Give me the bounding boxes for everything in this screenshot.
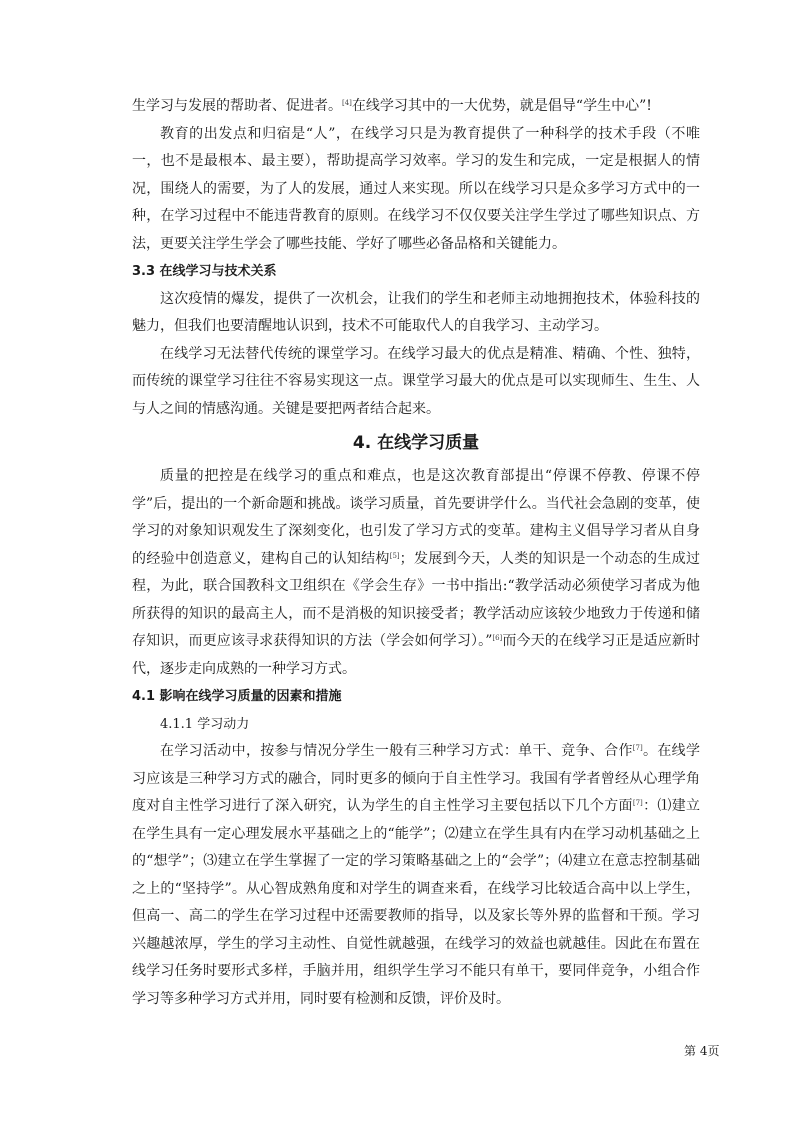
paragraph-4: 在线学习无法替代传统的课堂学习。在线学习最大的优点是精准、精确、个性、独特，而传统的课堂学习往往不容易实现这一点。课堂学习最大的优点是可以实现师生、生生、人与人之间的情感沟通。关键是要把两者结合起来。 [132, 345, 700, 417]
paragraph-5: 质量的把控是在线学习的重点和难点，也是这次教育部提出“停课不停教、停课不停学”后，提出的一个新命题和挑战。谈学习质量，首先要讲学什么。当代社会急剧的变革，使学习的对象知识观发生了深刻变化，也引发了学习方式的变革。建构主义倡导学习者从自身的经验中创造意义，建构自己的认知结构[5]；发展到今天，人类的知识是一个动态的生成过程，为此，联合国教科文卫组织在《学会生存》一书中指出:“教学活动必须使学习者成为他所获得的知识的最高主人，而不是消极的知识接受者；教学活动应该较少地致力于传递和储存知识，而更应该寻求获得知识的方法（学会如何学习）。”[6]而今天的在线学习正是适应新时代，逐步走向成熟的一种学习方式。 [132, 468, 701, 677]
citation-4: [4] [342, 99, 352, 107]
paragraph-1: 生学习与发展的帮助者、促进者。[4]在线学习其中的一大优势，就是倡导“学生中心”! [132, 98, 652, 114]
page-number: 第 4页 [684, 1044, 720, 1058]
document-body [132, 93, 700, 1013]
section-heading-3-3: 3.3 在线学习与技术关系 [132, 264, 277, 279]
paragraph-2: 教育的出发点和归宿是“人”，在线学习只是为教育提供了一种科学的技术手段（不唯一，也不是最根本、最主要），帮助提高学习效率。学习的发生和完成，一定是根据人的情况，围绕人的需要，为了人的发展，通过人来实现。所以在线学习只是众多学习方式中的一种，在学习过程中不能违背教育的原则。在线学习不仅仅要关注学生学过了哪些知识点、方法，更要关注学生学会了哪些技能、学好了哪些必备品格和关键能力。 [132, 125, 700, 252]
chapter-heading-4: 4. 在线学习质量 [352, 433, 480, 453]
paragraph-3: 这次疫情的爆发，提供了一次机会，让我们的学生和老师主动地拥抱技术，体验科技的魅力，但我们也要清醒地认识到，技术不可能取代人的自我学习、主动学习。 [132, 290, 700, 334]
citation-6: [6] [492, 634, 503, 642]
section-heading-4-1: 4.1 影响在线学习质量的因素和措施 [132, 689, 342, 704]
citation-7a: [7] [632, 744, 643, 752]
citation-5: [5] [389, 551, 400, 560]
subsection-heading-4-1-1: 4.1.1 学习动力 [160, 716, 250, 732]
paragraph-6: 在学习活动中，按参与情况分学生一般有三种学习方式：单干、竞争、合作[7]。在线学习应该是三种学习方式的融合，同时更多的倾向于自主性学习。我国有学者曾经从心理学角度对自主性学习进行了深入研究，认为学生的自主性学习主要包括以下几个方面[7]：⑴建立在学生具有一定心理发展水平基础之上的“能学”；⑵建立在学生具有内在学习动机基础之上的“想学”；⑶建立在学生掌握了一定的学习策略基础之上的“会学”；⑷建立在意志控制基础之上的“坚持学”。从心智成熟角度和对学生的调查来看，在线学习比较适合高中以上学生，但高一、高二的学生在学习过程中还需要教师的指导，以及家长等外界的监督和干预。学习兴趣越浓厚，学生的学习主动性、自觉性就越强，在线学习的效益也就越佳。因此在布置在线学习任务时要形式多样，手脑并用，组织学生学习不能只有单干，要同伴竞争，小组合作学习等多种学习方式并用，同时要有检测和反馈，评价及时。 [132, 743, 701, 1007]
citation-7b: [7] [632, 799, 643, 807]
